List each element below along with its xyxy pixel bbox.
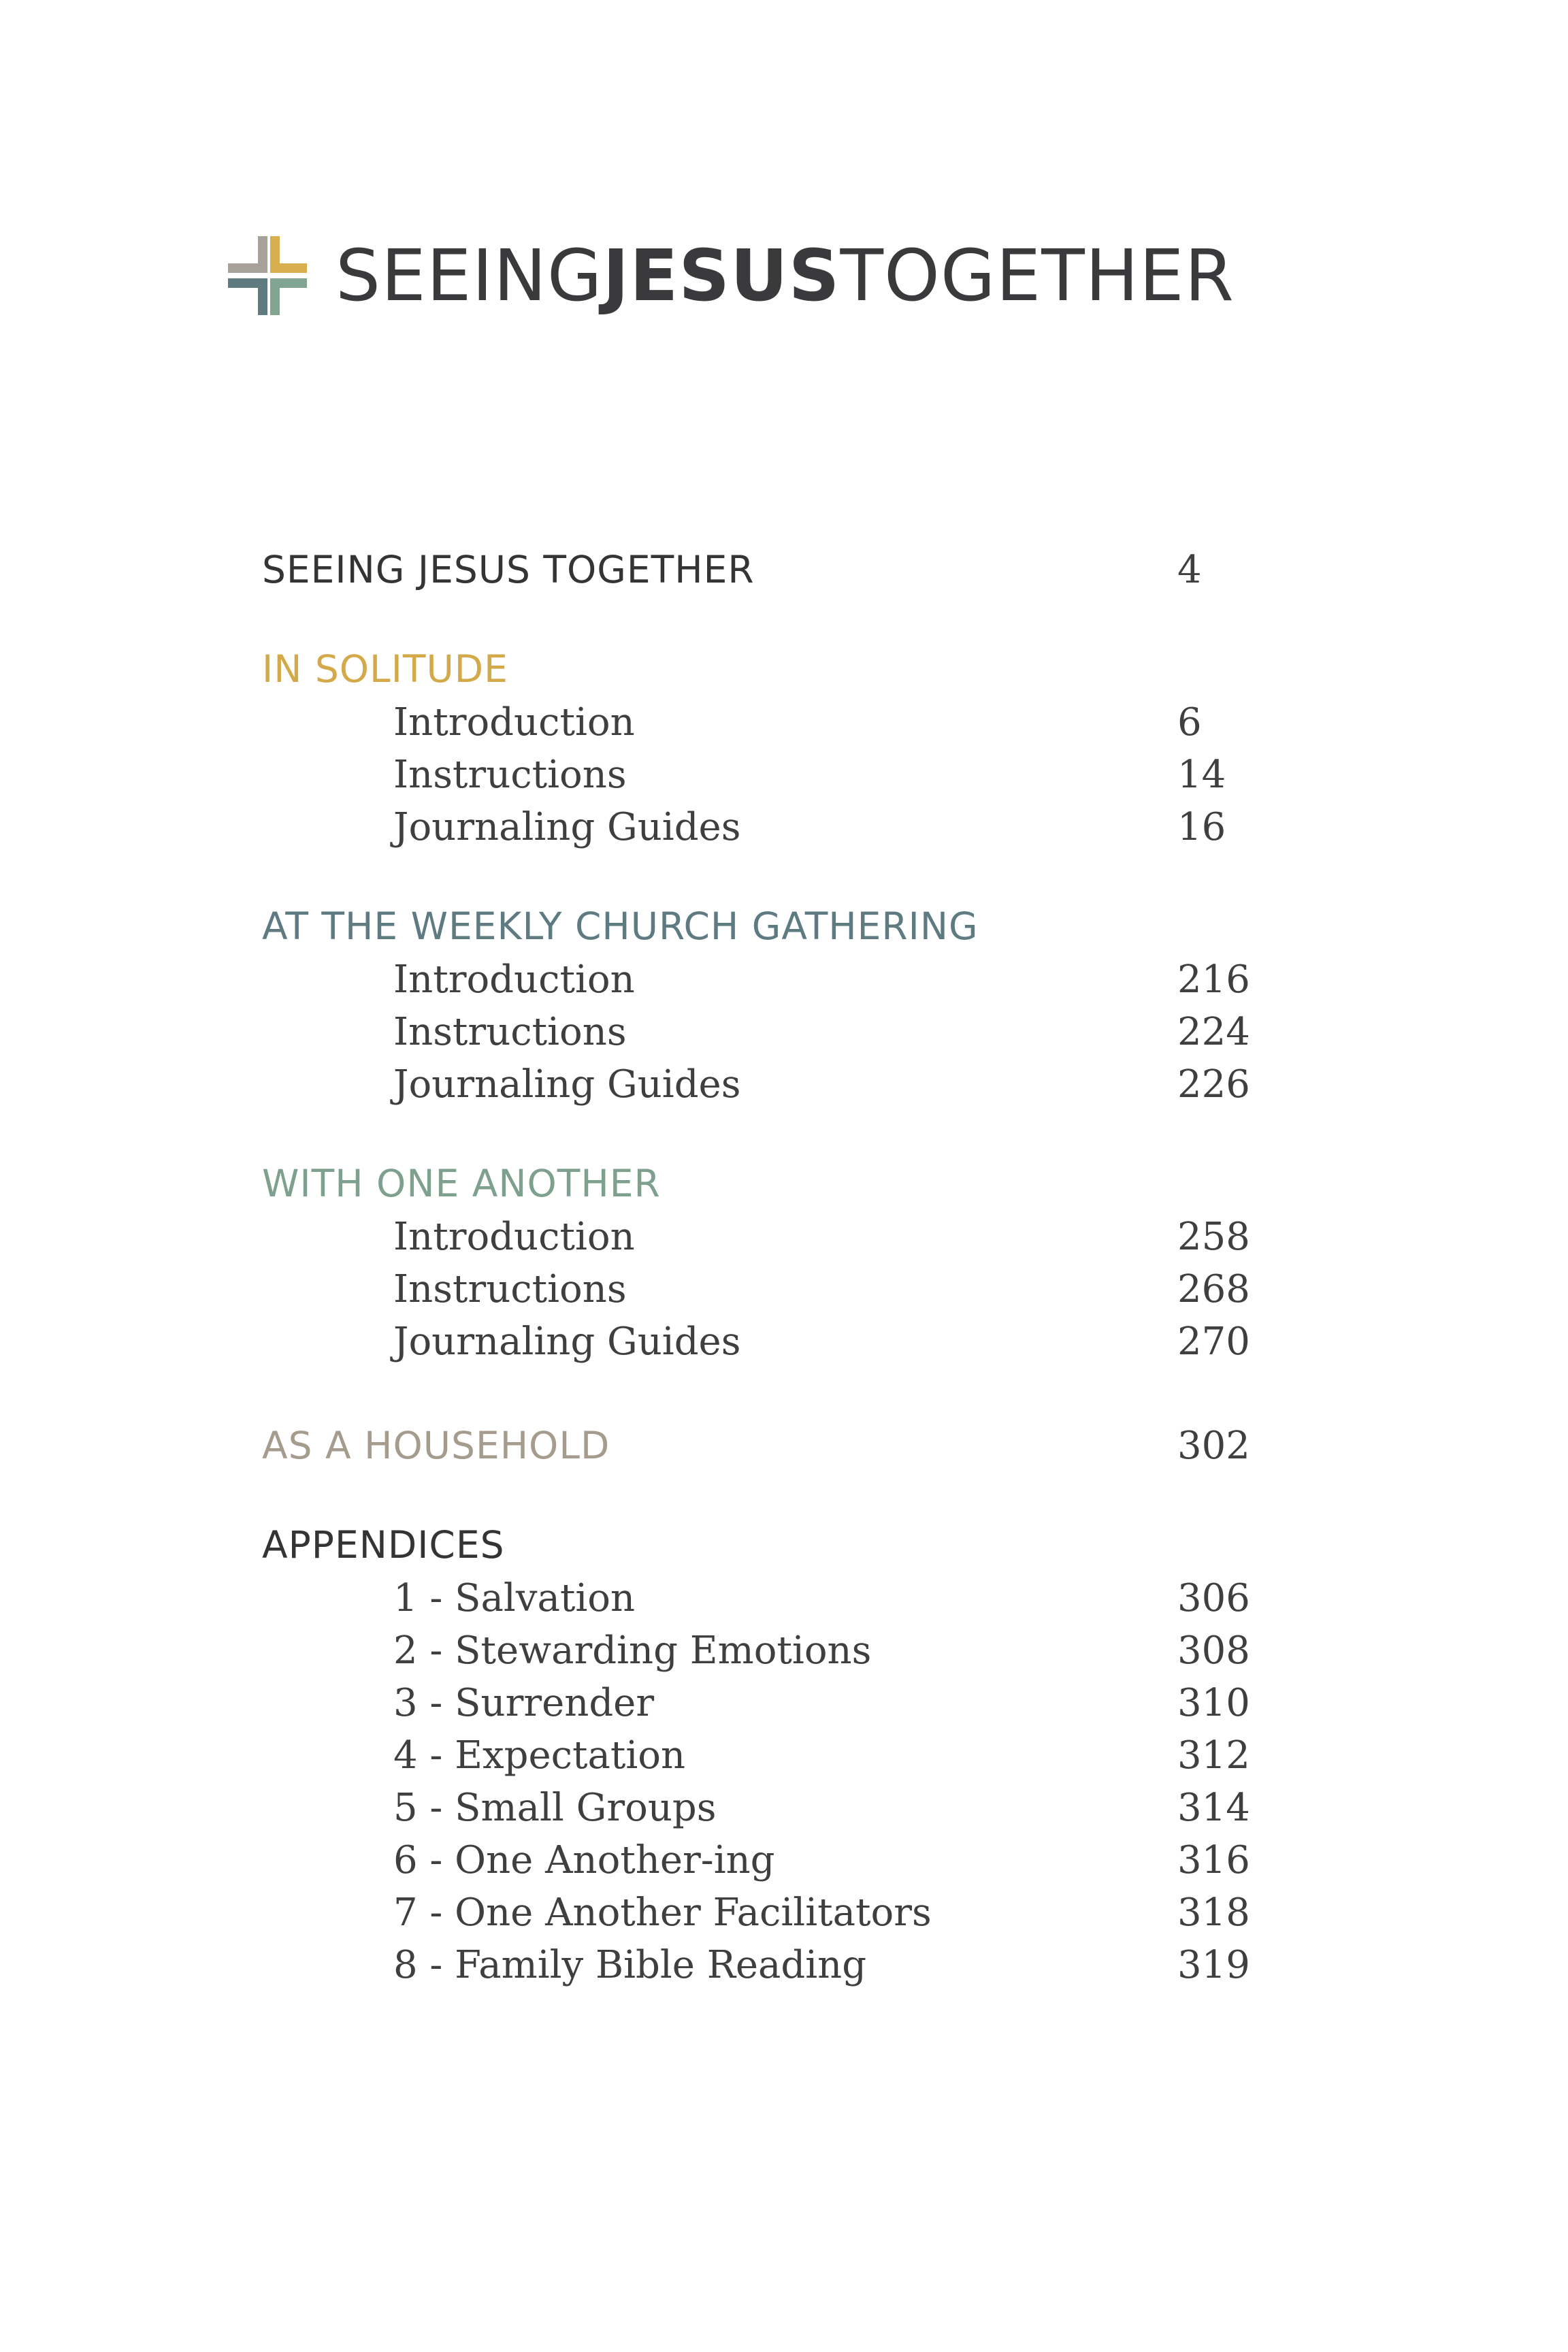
toc-entry: Instructions — [393, 753, 627, 797]
toc-page-number: 4 — [1177, 548, 1202, 592]
toc-entry: 4 - Expectation — [393, 1733, 686, 1778]
toc-entry: 1 - Salvation — [393, 1576, 636, 1620]
toc-page-number: 216 — [1177, 958, 1250, 1002]
toc-page-number: 318 — [1177, 1891, 1250, 1935]
toc-page-number: 310 — [1177, 1681, 1250, 1725]
toc-entry: Journaling Guides — [393, 1320, 741, 1364]
toc-heading-seeing-jesus-together: SEEING JESUS TOGETHER — [262, 548, 755, 591]
toc-page-number: 268 — [1177, 1267, 1250, 1311]
toc-heading-in-solitude: IN SOLITUDE — [262, 647, 508, 691]
toc-page-number: 308 — [1177, 1629, 1250, 1673]
toc-heading-as-a-household: AS A HOUSEHOLD — [262, 1424, 610, 1467]
toc-entry: Instructions — [393, 1267, 627, 1311]
logo-word-jesus: JESUS — [602, 234, 840, 317]
toc-heading-appendices: APPENDICES — [262, 1523, 505, 1567]
table-of-contents — [262, 0, 1324, 2352]
toc-page-number: 258 — [1177, 1215, 1250, 1259]
logo-word-seeing: SEEING — [336, 234, 603, 317]
toc-entry: 5 - Small Groups — [393, 1786, 717, 1830]
toc-heading-with-one-another: WITH ONE ANOTHER — [262, 1162, 661, 1205]
toc-entry: 3 - Surrender — [393, 1681, 655, 1725]
toc-page-number: 270 — [1177, 1320, 1250, 1364]
toc-page-number: 312 — [1177, 1733, 1250, 1778]
toc-page-number: 14 — [1177, 753, 1226, 797]
toc-page-number: 224 — [1177, 1010, 1250, 1054]
logo-word-together: TOGETHER — [840, 234, 1235, 317]
toc-entry: 6 - One Another-ing — [393, 1838, 775, 1882]
toc-entry: Journaling Guides — [393, 1062, 741, 1107]
toc-entry: Introduction — [393, 958, 635, 1002]
toc-entry: 2 - Stewarding Emotions — [393, 1629, 872, 1673]
toc-entry: 8 - Family Bible Reading — [393, 1943, 867, 1987]
toc-heading-weekly-church-gathering: AT THE WEEKLY CHURCH GATHERING — [262, 904, 979, 948]
toc-entry: Journaling Guides — [393, 805, 741, 849]
toc-entry: Introduction — [393, 1215, 635, 1259]
toc-page-number: 306 — [1177, 1576, 1250, 1620]
toc-page-number: 6 — [1177, 700, 1202, 745]
toc-page-number: 314 — [1177, 1786, 1250, 1830]
toc-page-number: 226 — [1177, 1062, 1250, 1107]
toc-page-number: 16 — [1177, 805, 1226, 849]
toc-entry: Instructions — [393, 1010, 627, 1054]
toc-page-number: 302 — [1177, 1424, 1250, 1468]
toc-entry: Introduction — [393, 700, 635, 745]
toc-entry: 7 - One Another Facilitators — [393, 1891, 932, 1935]
toc-page-number: 319 — [1177, 1943, 1250, 1987]
toc-page-number: 316 — [1177, 1838, 1250, 1882]
